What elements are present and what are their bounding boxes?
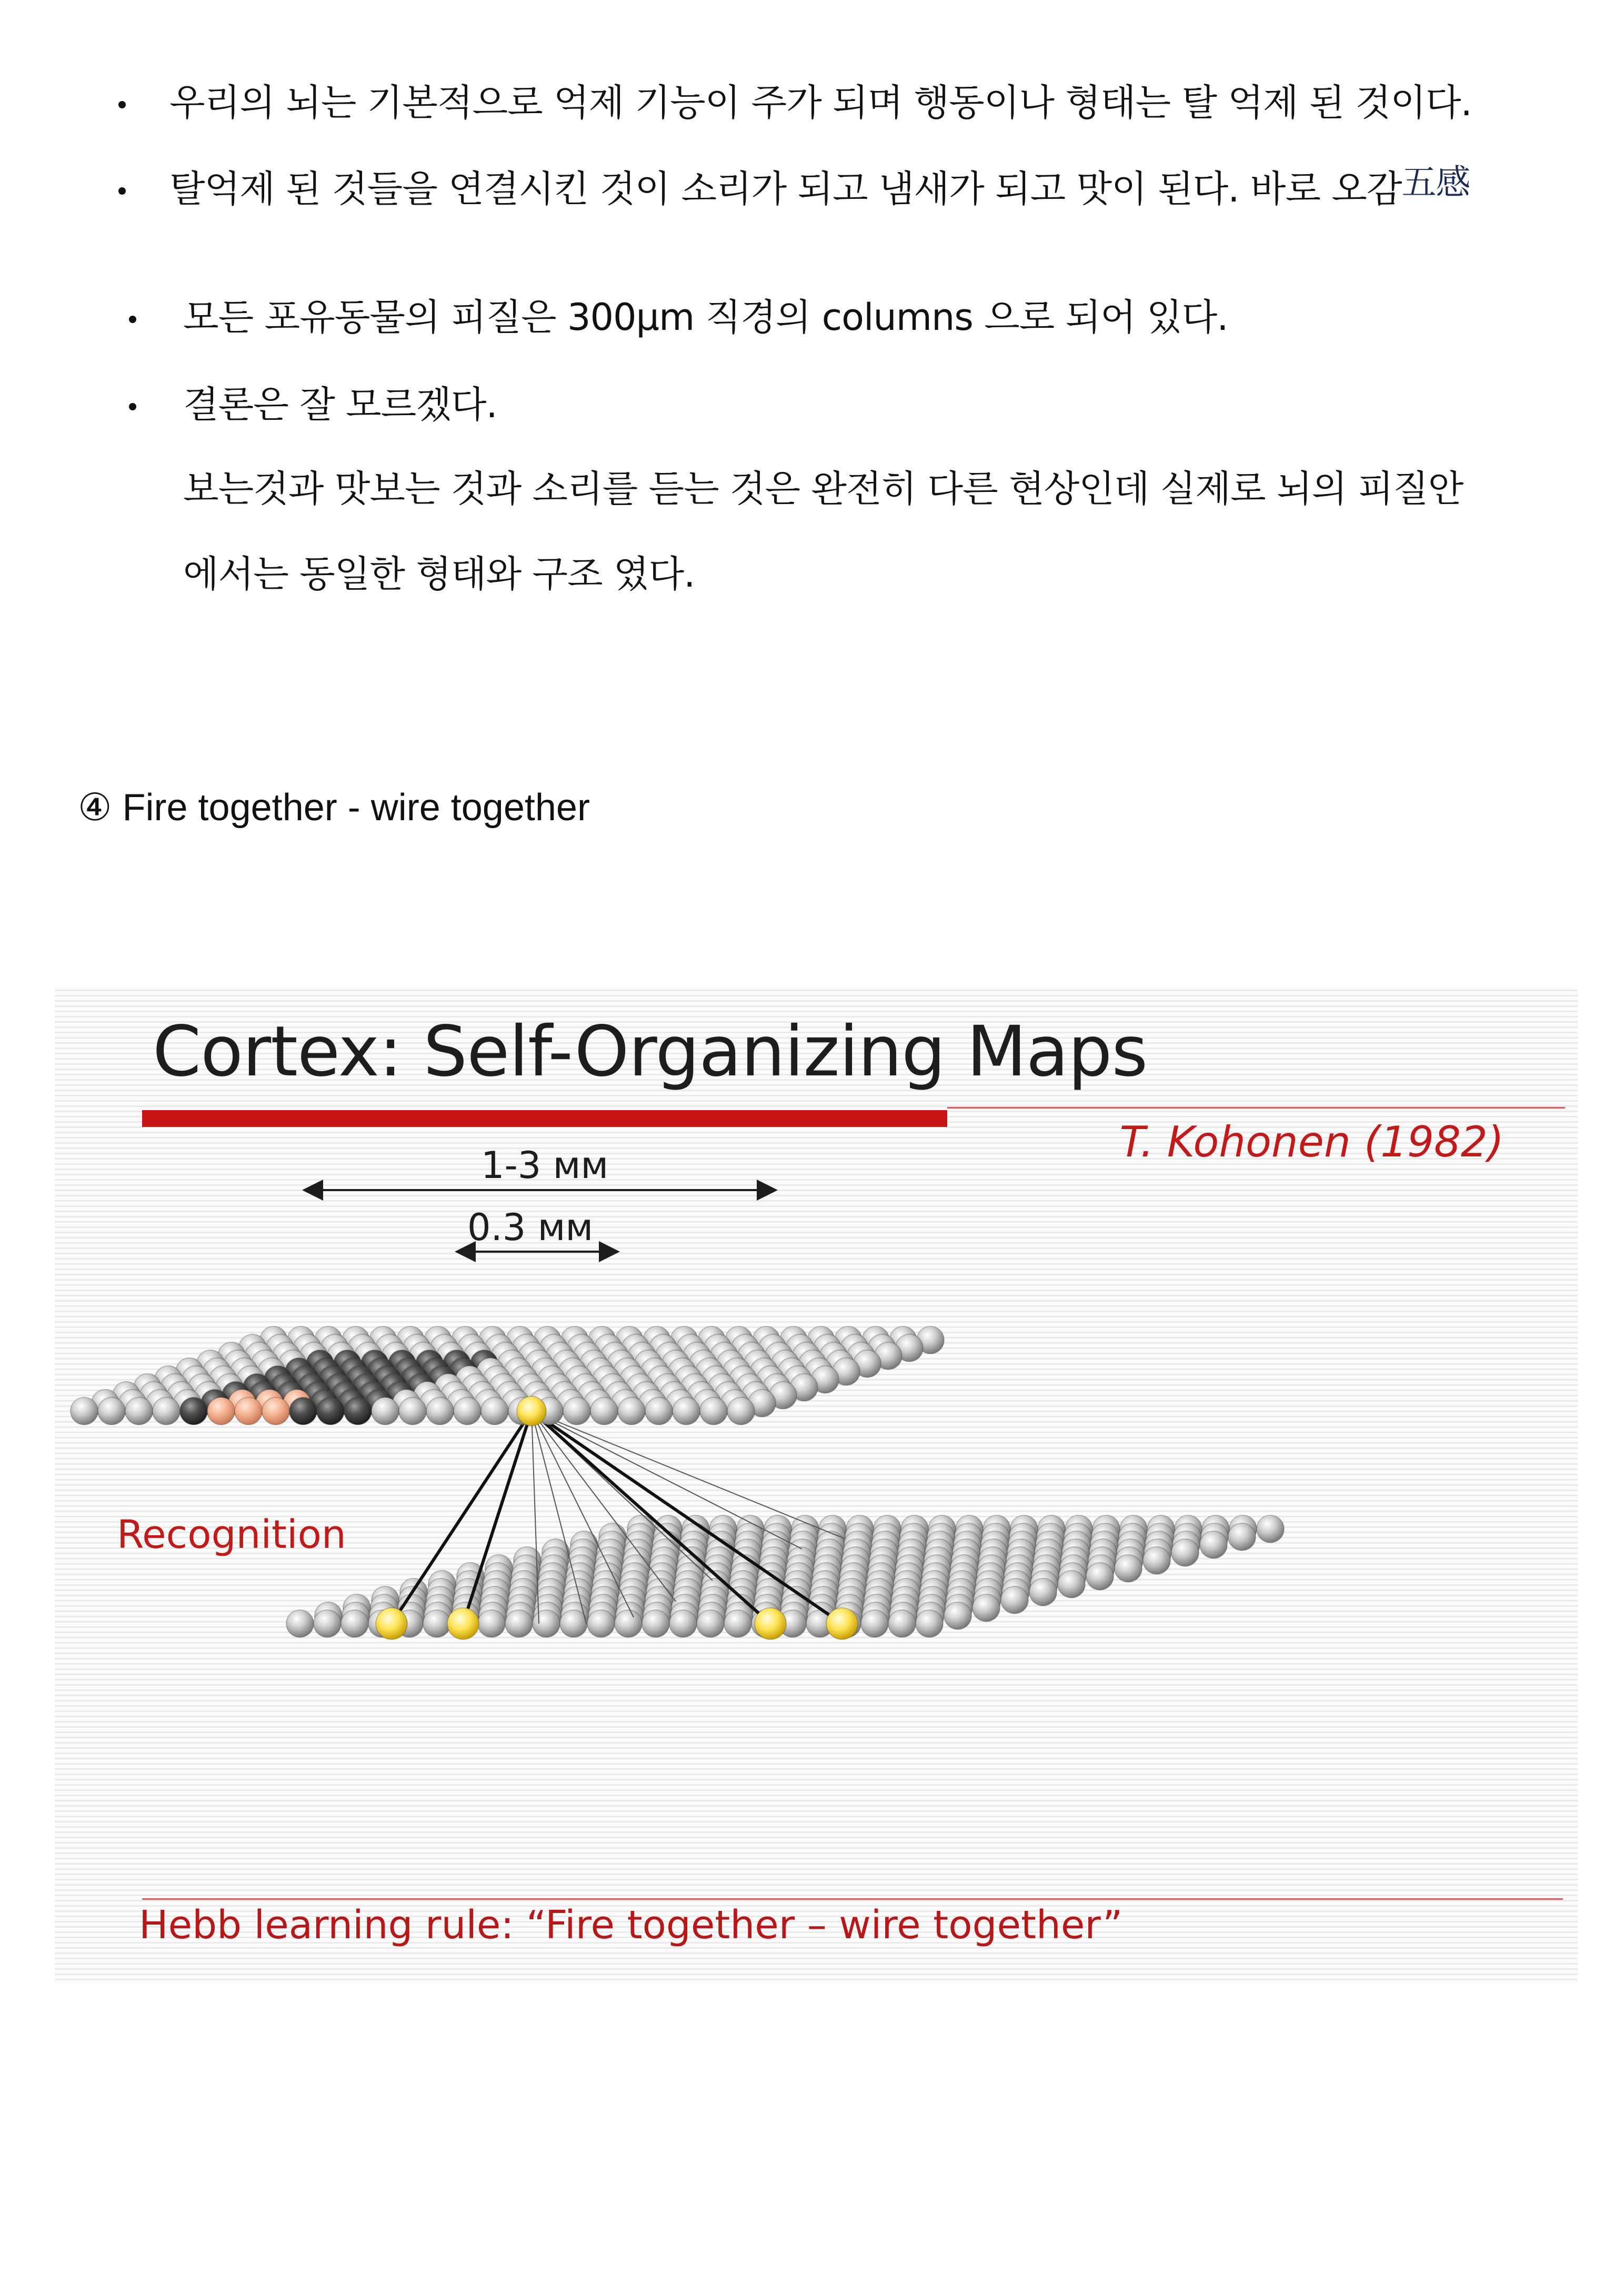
bullet-text-3: 모든 포유동물의 피질은 300μm 직경의 columns 으로 되어 있다. [183, 296, 1228, 339]
continuation-line-2: 에서는 동일한 형태와 구조 였다. [183, 552, 695, 596]
bullet-text-2: 탈억제 된 것들을 연결시킨 것이 소리가 되고 냄새가 되고 맛이 된다. 바로 오감 [169, 167, 1402, 210]
neuron-sphere [1143, 1547, 1170, 1574]
slide-title: Cortex: Self-Organizing Maps [153, 1011, 1148, 1092]
neuron-sphere [98, 1397, 125, 1425]
neuron-sphere [399, 1397, 426, 1425]
winning-neuron [517, 1396, 546, 1426]
bullet-text [183, 381, 497, 428]
bullet-text [183, 294, 1228, 341]
continuation-line-1: 보는것과 맛보는 것과 소리를 듣는 것은 완전히 다른 현상인데 실제로 뇌의 피질안 [183, 467, 1463, 510]
active-input-neuron [447, 1608, 479, 1639]
neuron-sphere-activated [235, 1397, 262, 1425]
hebb-rule-caption: Hebb learning rule: “Fire together – wire together” [139, 1902, 1123, 1948]
dimension-label-large: 1-3 мм [481, 1144, 609, 1187]
neuron-sphere [1257, 1515, 1284, 1543]
neuron-sphere [153, 1397, 180, 1425]
neuron-sphere [423, 1610, 450, 1637]
neuron-sphere [697, 1610, 724, 1637]
neuron-sphere [724, 1610, 751, 1637]
som-diagram [55, 986, 1578, 1983]
neuron-sphere [1200, 1531, 1227, 1558]
neuron-sphere [1228, 1523, 1256, 1550]
bullet-dot [129, 403, 136, 410]
active-input-neuron [376, 1608, 407, 1639]
output-layer-sheet [71, 1326, 944, 1425]
neuron-sphere-activated [262, 1397, 289, 1425]
neuron-sphere [454, 1397, 481, 1425]
neuron-sphere [1086, 1563, 1114, 1590]
bullet-dot [129, 316, 136, 323]
neuron-sphere [314, 1610, 341, 1637]
neuron-sphere [71, 1397, 98, 1425]
bullet-text [169, 79, 1472, 126]
neuron-sphere [426, 1397, 454, 1425]
neuron-sphere [645, 1397, 673, 1425]
bullet-text-1: 우리의 뇌는 기본적으로 억제 기능이 주가 되며 행동이나 형태는 탈 억제 된 것이다. [169, 81, 1472, 124]
kohonen-slide-figure [55, 986, 1578, 1983]
neuron-sphere [563, 1397, 590, 1425]
neuron-sphere [888, 1610, 916, 1637]
neuron-sphere [286, 1610, 314, 1637]
neuron-sphere [861, 1610, 888, 1637]
neuron-sphere [1001, 1586, 1028, 1614]
neuron-sphere [944, 1602, 971, 1629]
bullet-dot [118, 187, 126, 195]
neuron-sphere [618, 1397, 645, 1425]
neuron-sphere [372, 1397, 399, 1425]
bullet-text [169, 162, 1470, 214]
hanja-five-senses: 五感 [1401, 162, 1470, 203]
neuron-sphere-neighborhood [180, 1397, 207, 1425]
neuron-sphere [916, 1610, 943, 1637]
neuron-sphere [1058, 1570, 1085, 1598]
neuron-sphere [481, 1397, 508, 1425]
dimension-label-small: 0.3 мм [467, 1206, 594, 1249]
neuron-sphere [700, 1397, 727, 1425]
neuron-sphere [341, 1610, 368, 1637]
bullet-text-4: 결론은 잘 모르겠다. [183, 383, 497, 426]
neuron-sphere [505, 1610, 533, 1637]
recognition-label: Recognition [117, 1512, 346, 1557]
slide-author: T. Kohonen (1982) [1119, 1117, 1504, 1166]
neuron-sphere [973, 1594, 1000, 1622]
bottom-rule [142, 1898, 1563, 1900]
neuron-sphere-neighborhood [344, 1397, 372, 1425]
neuron-sphere [615, 1610, 642, 1637]
bullet-dot [118, 101, 126, 108]
neuron-sphere-activated [207, 1397, 235, 1425]
neuron-sphere-neighborhood [289, 1397, 317, 1425]
neuron-sphere [533, 1610, 560, 1637]
neuron-sphere-neighborhood [317, 1397, 344, 1425]
neuron-sphere [727, 1397, 755, 1425]
section-heading: ④ Fire together - wire together [78, 787, 590, 829]
neuron-sphere [125, 1397, 153, 1425]
neuron-sphere [560, 1610, 587, 1637]
neuron-sphere [587, 1610, 615, 1637]
active-input-neuron [755, 1608, 786, 1639]
neuron-sphere [669, 1610, 697, 1637]
neuron-sphere [1115, 1555, 1142, 1582]
neuron-sphere [642, 1610, 669, 1637]
neuron-sphere [1171, 1539, 1199, 1566]
neuron-sphere [590, 1397, 618, 1425]
neuron-sphere [478, 1610, 505, 1637]
neuron-sphere [673, 1397, 700, 1425]
neuron-sphere [1029, 1578, 1057, 1606]
active-input-neuron [826, 1608, 858, 1639]
